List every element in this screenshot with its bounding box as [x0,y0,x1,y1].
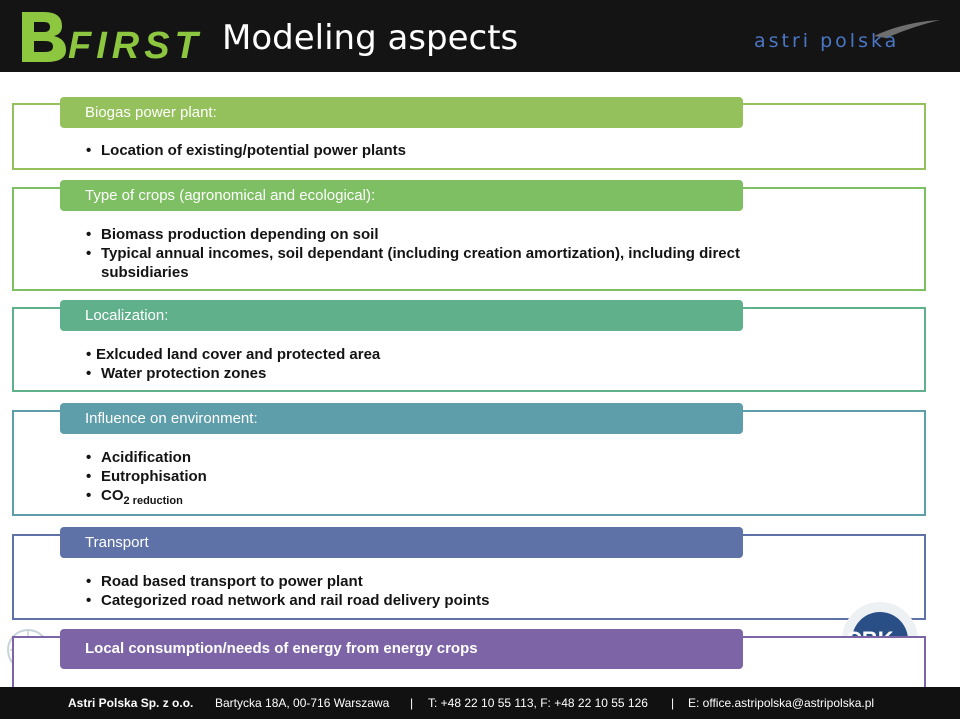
page-title: Modeling aspects [222,18,519,58]
footer-bar [0,687,960,719]
list-item: • Water protection zones [86,365,267,382]
section-heading-local-consumption: Local consumption/needs of energy from energy crops [60,629,743,669]
bfirst-logo [20,8,220,64]
bullet-icon: • [86,573,92,590]
bullet-icon: • [86,468,92,485]
bullet-icon: • [86,365,92,382]
crops-list [86,225,801,282]
footer-company: Astri Polska Sp. z o.o. [68,696,194,710]
list-item [86,486,207,511]
list-item: • Categorized road network and rail road delivery points [86,592,490,609]
bullet-icon: • [86,346,92,363]
list-item: • Acidification [86,449,192,466]
list-item: • Location of existing/potential power plants [86,142,407,159]
list-item: • Eutrophisation [86,468,207,485]
list-item: • Typical annual incomes, soil dependant (including creation amortization), including direct subsidiaries [86,245,740,281]
section-heading-biogas: Biogas power plant: [60,97,743,128]
bullet-icon: • [86,142,92,159]
section-heading-crops: Type of crops (agronomical and ecological): [60,180,743,211]
section-heading-localization: Localization: [60,300,743,331]
astri-polska-logo [754,18,942,58]
bullet-icon: • [86,226,92,243]
bullet-icon: • [86,592,92,609]
bullet-icon: • [86,245,92,262]
footer-separator: | [671,696,675,710]
list-item: • Road based transport to power plant [86,573,363,590]
section-heading-environment: Influence on environment: [60,403,743,434]
transport-list [86,572,489,610]
bfirst-logo-text: FIRST [68,25,203,64]
footer-address: Bartycka 18A, 00-716 Warszawa [215,696,390,710]
footer-email: E: office.astripolska@astripolska.pl [688,696,875,710]
footer-separator: | [410,696,414,710]
co2-text: CO [101,487,124,504]
bullet-icon: • [86,487,92,504]
biogas-list [86,141,406,160]
environment-list [86,448,207,511]
footer-phone: T: +48 22 10 55 113, F: +48 22 10 55 126 [428,696,648,710]
list-item: • Exlcuded land cover and protected area [86,346,381,363]
localization-list [86,345,380,383]
list-item: • Biomass production depending on soil [86,226,379,243]
astri-polska-logo-text: astri polska [754,30,900,52]
header-bar [0,0,960,72]
bullet-icon: • [86,449,92,466]
co2-subscript: 2 reduction [123,495,183,507]
section-heading-transport: Transport [60,527,743,558]
